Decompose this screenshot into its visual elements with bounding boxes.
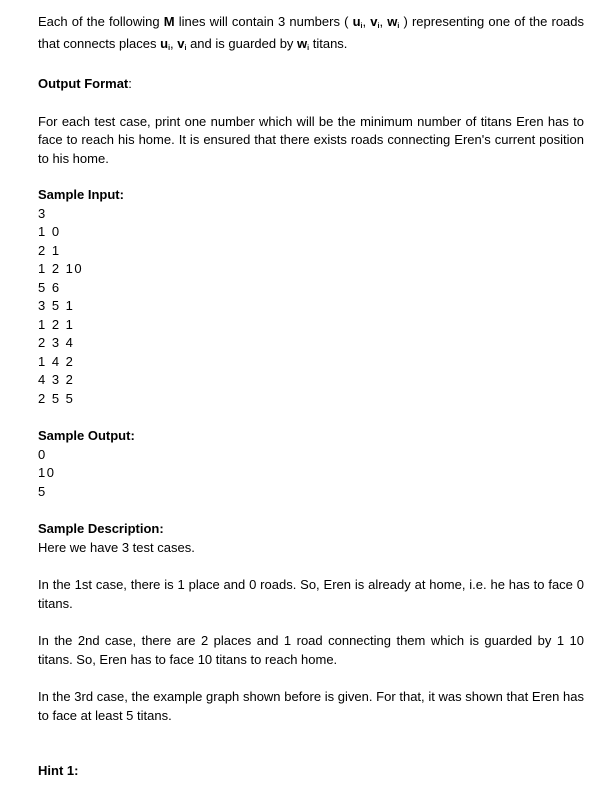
sample-input-line: 3 5 1	[38, 298, 75, 313]
sample-output-heading: Sample Output:	[38, 428, 135, 443]
sample-description-intro: Here we have 3 test cases.	[38, 539, 195, 555]
sample-input-block	[38, 205, 584, 409]
sample-input-heading: Sample Input:	[38, 187, 124, 202]
sample-input-line: 4 3 2	[38, 372, 75, 387]
sample-input-line: 2 3 4	[38, 335, 75, 350]
sample-input-line: 1 2 1	[38, 316, 75, 332]
output-format-text: For each test case, print one number which will be the minimum number of titans Eren has to face to reach his home. It is ensured that there exists roads connecting Eren's current position to his home.	[38, 113, 584, 166]
sample-description-heading: Sample Description:	[38, 521, 164, 536]
sample-input-line: 5 6	[38, 279, 61, 295]
m-variable: M	[163, 14, 175, 29]
sample-input-line: 1 4 2	[38, 353, 75, 369]
output-format-heading: Output Format:	[38, 76, 132, 91]
sample-description-case3: In the 3rd case, the example graph shown before is given. For that, it was shown that Eren has to face at least 5 titans.	[38, 689, 584, 723]
sample-description-case2: In the 2nd case, there are 2 places and 1 road connecting them which is guarded by 1 10 titans. So, Eren has to face 10 titans to reach home.	[38, 633, 584, 667]
sample-input-line: 2 1	[38, 242, 61, 258]
sample-output-line: 5	[38, 483, 47, 499]
sample-input-line: 1 0	[38, 224, 61, 239]
hint-heading: Hint 1:	[38, 763, 79, 778]
sample-description-case1: In the 1st case, there is 1 place and 0 roads. So, Eren is already at home, i.e. he has to face 0 titans.	[38, 577, 584, 611]
input-description: Each of the following M lines will contain 3 numbers ( $u_i$, $v_i$, $w_i$ ) representing one of the roads that connects places $u_i$, $v_i$ and is guarded by $w_i$ titans.	[38, 14, 585, 52]
sample-input-line: 3	[38, 205, 47, 221]
sample-output-line: 0	[38, 446, 47, 462]
sample-output-line: 10	[38, 465, 56, 480]
sample-input-line: 2 5 5	[38, 390, 75, 406]
sample-output-block	[38, 446, 584, 502]
sample-input-line: 1 2 10	[38, 261, 84, 276]
problem-statement	[38, 12, 584, 781]
